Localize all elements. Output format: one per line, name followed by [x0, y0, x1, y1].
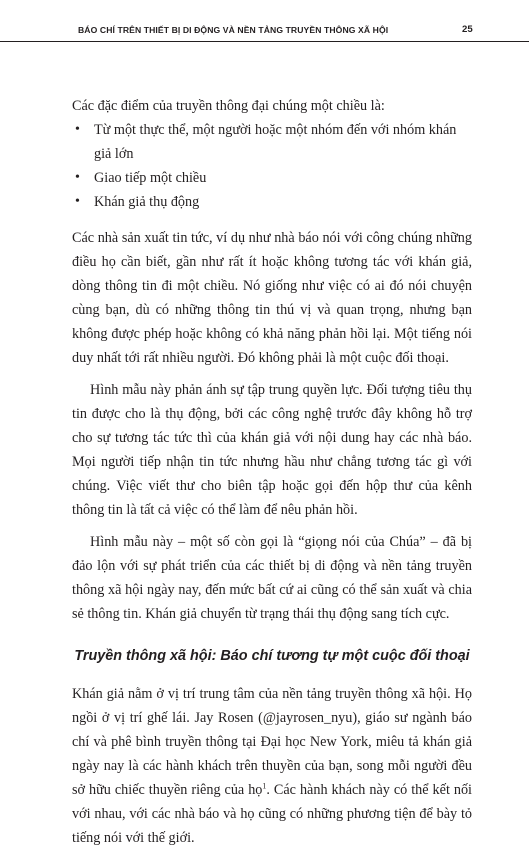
- section-heading: Truyền thông xã hội: Báo chí tương tự một cuộc đối thoại: [74, 648, 470, 664]
- list-item: [72, 190, 472, 214]
- paragraph-audience-center: [72, 682, 472, 850]
- header-rule: [0, 41, 529, 42]
- paragraph-one-way-media: Các nhà sản xuất tin tức, ví dụ như nhà báo nói với công chúng những điều họ cần biết, gần như rất ít hoặc không tương tác với khán giả, dòng thông tin đi một chiều. Nó giống như việc có ai đó nói chuyện cùng bạn, dù có những thông tin thú vị và quan trọng, nhưng bạn không được phép hoặc không có khả năng phản hồi lại. Một tiếng nói duy nhất tới rất nhiều người. Đó không phải là một cuộc đối thoại.: [72, 230, 472, 366]
- list-item: [72, 166, 472, 190]
- list-intro: Các đặc điểm của truyền thông đại chúng một chiều là:: [72, 98, 385, 114]
- paragraph-text: Khán giả nằm ở vị trí trung tâm của nền tảng truyền thông xã hội. Họ ngồi ở vị trí ghế lái. Jay Rosen (@jayrosen_nyu), giáo sư ngành báo chí và phê bình truyền thông tại Đại học New York, miêu tả khán giả ngày nay là các hành khách trên thuyền của bạn, song mỗi người đều sở hữu chiếc thuyền riêng của họ: [72, 686, 472, 798]
- page-body: [72, 94, 472, 850]
- list-item: [72, 118, 472, 166]
- list-item-text: Từ một thực thể, một người hoặc một nhóm đến với nhóm khán giả lớn: [94, 122, 457, 162]
- bullet-icon: •: [75, 122, 80, 137]
- page-number: 25: [462, 24, 473, 35]
- bullet-icon: •: [75, 194, 80, 209]
- list-item-text: Giao tiếp một chiều: [94, 170, 207, 186]
- running-title: BÁO CHÍ TRÊN THIẾT BỊ DI ĐỘNG VÀ NỀN TẢNG TRUYỀN THÔNG XÃ HỘI: [78, 25, 389, 35]
- footnote-reference: 1: [262, 781, 267, 791]
- paragraph-text-end: . Các hành khách này có thể kết nối với nhau, với các nhà báo và họ cũng có những phương tiện để bày tỏ tiếng nói với thế giới.: [72, 782, 473, 846]
- paragraph-power-concentration: Hình mẫu này phản ánh sự tập trung quyền lực. Đối tượng tiêu thụ tin được cho là thụ động, bởi các công nghệ trước đây không hỗ trợ cho sự tương tác tức thì của khán giả với nội dung hay các nhà báo. Mọi người tiếp nhận tin tức nhưng hầu như chẳng tương tác gì với chúng. Việc viết thư cho biên tập hoặc gọi đến hộp thư của kênh thông tin là tất cả việc có thể làm để nêu phản hồi.: [72, 382, 472, 518]
- bullet-list: [72, 118, 472, 214]
- bullet-icon: •: [75, 170, 80, 185]
- running-header: [0, 20, 529, 42]
- paragraph-voice-of-god: Hình mẫu này – một số còn gọi là “giọng nói của Chúa” – đã bị đảo lộn với sự phát triển của các thiết bị di động và nền tảng truyền thông xã hội ngày nay, đến mức bất cứ ai cũng có thể sản xuất và chia sẻ thông tin. Khán giả chuyển từ trạng thái thụ động sang tích cực.: [72, 534, 472, 622]
- list-item-text: Khán giả thụ động: [94, 194, 200, 210]
